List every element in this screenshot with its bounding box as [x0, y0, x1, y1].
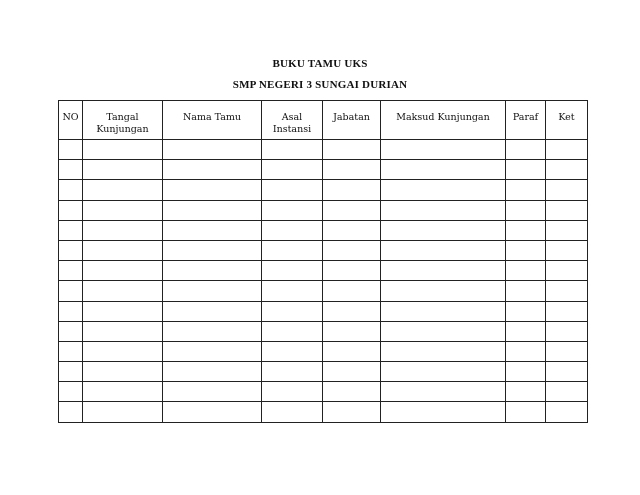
column-header	[83, 101, 163, 140]
table-row	[59, 402, 588, 422]
table-row	[59, 160, 588, 180]
empty-cell	[323, 261, 381, 281]
empty-cell	[506, 341, 546, 361]
empty-cell	[163, 261, 262, 281]
column-header-line: Paraf	[512, 112, 539, 123]
empty-cell	[262, 341, 323, 361]
empty-cell	[59, 341, 83, 361]
empty-cell	[506, 240, 546, 260]
empty-cell	[163, 180, 262, 200]
table-row	[59, 362, 588, 382]
table-body	[59, 140, 588, 423]
empty-cell	[163, 140, 262, 160]
column-header	[546, 101, 588, 140]
empty-cell	[506, 362, 546, 382]
empty-cell	[546, 220, 588, 240]
empty-cell	[59, 180, 83, 200]
empty-cell	[262, 140, 323, 160]
empty-cell	[262, 261, 323, 281]
empty-cell	[546, 362, 588, 382]
empty-cell	[323, 180, 381, 200]
table-row	[59, 180, 588, 200]
empty-cell	[323, 281, 381, 301]
empty-cell	[262, 200, 323, 220]
empty-cell	[546, 321, 588, 341]
empty-cell	[163, 402, 262, 422]
empty-cell	[262, 180, 323, 200]
column-header-line: Asal	[281, 112, 303, 123]
empty-cell	[83, 261, 163, 281]
table-header-row	[59, 101, 588, 140]
empty-cell	[323, 382, 381, 402]
empty-cell	[381, 382, 506, 402]
empty-cell	[163, 281, 262, 301]
empty-cell	[546, 200, 588, 220]
empty-cell	[546, 160, 588, 180]
table-row	[59, 382, 588, 402]
empty-cell	[59, 240, 83, 260]
empty-cell	[323, 362, 381, 382]
empty-cell	[262, 301, 323, 321]
document-title: BUKU TAMU UKS	[272, 58, 368, 70]
empty-cell	[163, 362, 262, 382]
empty-cell	[381, 160, 506, 180]
empty-cell	[262, 321, 323, 341]
empty-cell	[506, 140, 546, 160]
column-header	[59, 101, 83, 140]
empty-cell	[323, 341, 381, 361]
empty-cell	[262, 240, 323, 260]
column-header-line: NO	[62, 112, 79, 123]
empty-cell	[381, 261, 506, 281]
empty-cell	[59, 402, 83, 422]
empty-cell	[323, 402, 381, 422]
empty-cell	[59, 160, 83, 180]
table-row	[59, 281, 588, 301]
table-row	[59, 341, 588, 361]
empty-cell	[59, 281, 83, 301]
empty-cell	[323, 160, 381, 180]
empty-cell	[323, 321, 381, 341]
empty-cell	[83, 362, 163, 382]
table-row	[59, 140, 588, 160]
empty-cell	[546, 240, 588, 260]
empty-cell	[83, 402, 163, 422]
empty-cell	[262, 160, 323, 180]
empty-cell	[163, 301, 262, 321]
empty-cell	[59, 200, 83, 220]
empty-cell	[381, 402, 506, 422]
empty-cell	[381, 281, 506, 301]
empty-cell	[381, 341, 506, 361]
empty-cell	[163, 321, 262, 341]
table-row	[59, 220, 588, 240]
empty-cell	[323, 200, 381, 220]
guest-book-table	[58, 100, 588, 423]
table-row	[59, 240, 588, 260]
column-header	[262, 101, 323, 140]
column-header-line: Tangal	[106, 112, 139, 123]
table-row	[59, 301, 588, 321]
empty-cell	[59, 140, 83, 160]
column-header-line: Jabatan	[333, 112, 370, 123]
empty-cell	[83, 160, 163, 180]
empty-cell	[163, 240, 262, 260]
empty-cell	[83, 180, 163, 200]
empty-cell	[506, 220, 546, 240]
column-header	[506, 101, 546, 140]
empty-cell	[506, 301, 546, 321]
empty-cell	[546, 301, 588, 321]
empty-cell	[59, 382, 83, 402]
empty-cell	[381, 362, 506, 382]
empty-cell	[163, 341, 262, 361]
empty-cell	[262, 362, 323, 382]
empty-cell	[262, 402, 323, 422]
empty-cell	[59, 321, 83, 341]
empty-cell	[262, 220, 323, 240]
empty-cell	[381, 200, 506, 220]
column-header-line: Instansi	[272, 124, 312, 135]
empty-cell	[83, 220, 163, 240]
table-row	[59, 321, 588, 341]
column-header-line: Nama Tamu	[182, 112, 242, 123]
empty-cell	[59, 362, 83, 382]
empty-cell	[506, 402, 546, 422]
empty-cell	[163, 200, 262, 220]
empty-cell	[546, 281, 588, 301]
empty-cell	[59, 261, 83, 281]
empty-cell	[83, 341, 163, 361]
empty-cell	[546, 382, 588, 402]
column-header-line: Maksud Kunjungan	[396, 112, 490, 123]
empty-cell	[262, 281, 323, 301]
empty-cell	[262, 382, 323, 402]
empty-cell	[83, 140, 163, 160]
empty-cell	[546, 261, 588, 281]
table-row	[59, 261, 588, 281]
empty-cell	[323, 301, 381, 321]
empty-cell	[546, 140, 588, 160]
empty-cell	[546, 180, 588, 200]
empty-cell	[323, 140, 381, 160]
empty-cell	[506, 261, 546, 281]
column-header	[163, 101, 262, 140]
column-header	[323, 101, 381, 140]
empty-cell	[506, 281, 546, 301]
empty-cell	[506, 382, 546, 402]
empty-cell	[163, 382, 262, 402]
empty-cell	[59, 301, 83, 321]
empty-cell	[546, 402, 588, 422]
empty-cell	[59, 220, 83, 240]
empty-cell	[323, 240, 381, 260]
empty-cell	[83, 321, 163, 341]
document-subtitle: SMP NEGERI 3 SUNGAI DURIAN	[232, 79, 408, 91]
column-header-line: Ket	[558, 112, 575, 123]
table-row	[59, 200, 588, 220]
empty-cell	[546, 341, 588, 361]
empty-cell	[381, 140, 506, 160]
empty-cell	[323, 220, 381, 240]
empty-cell	[381, 240, 506, 260]
empty-cell	[506, 200, 546, 220]
empty-cell	[381, 321, 506, 341]
empty-cell	[83, 200, 163, 220]
empty-cell	[163, 160, 262, 180]
empty-cell	[381, 220, 506, 240]
empty-cell	[83, 301, 163, 321]
empty-cell	[163, 220, 262, 240]
column-header-line: Kunjungan	[96, 124, 149, 135]
empty-cell	[506, 160, 546, 180]
empty-cell	[506, 180, 546, 200]
empty-cell	[381, 180, 506, 200]
empty-cell	[83, 240, 163, 260]
empty-cell	[506, 321, 546, 341]
empty-cell	[83, 281, 163, 301]
column-header	[381, 101, 506, 140]
empty-cell	[381, 301, 506, 321]
empty-cell	[83, 382, 163, 402]
